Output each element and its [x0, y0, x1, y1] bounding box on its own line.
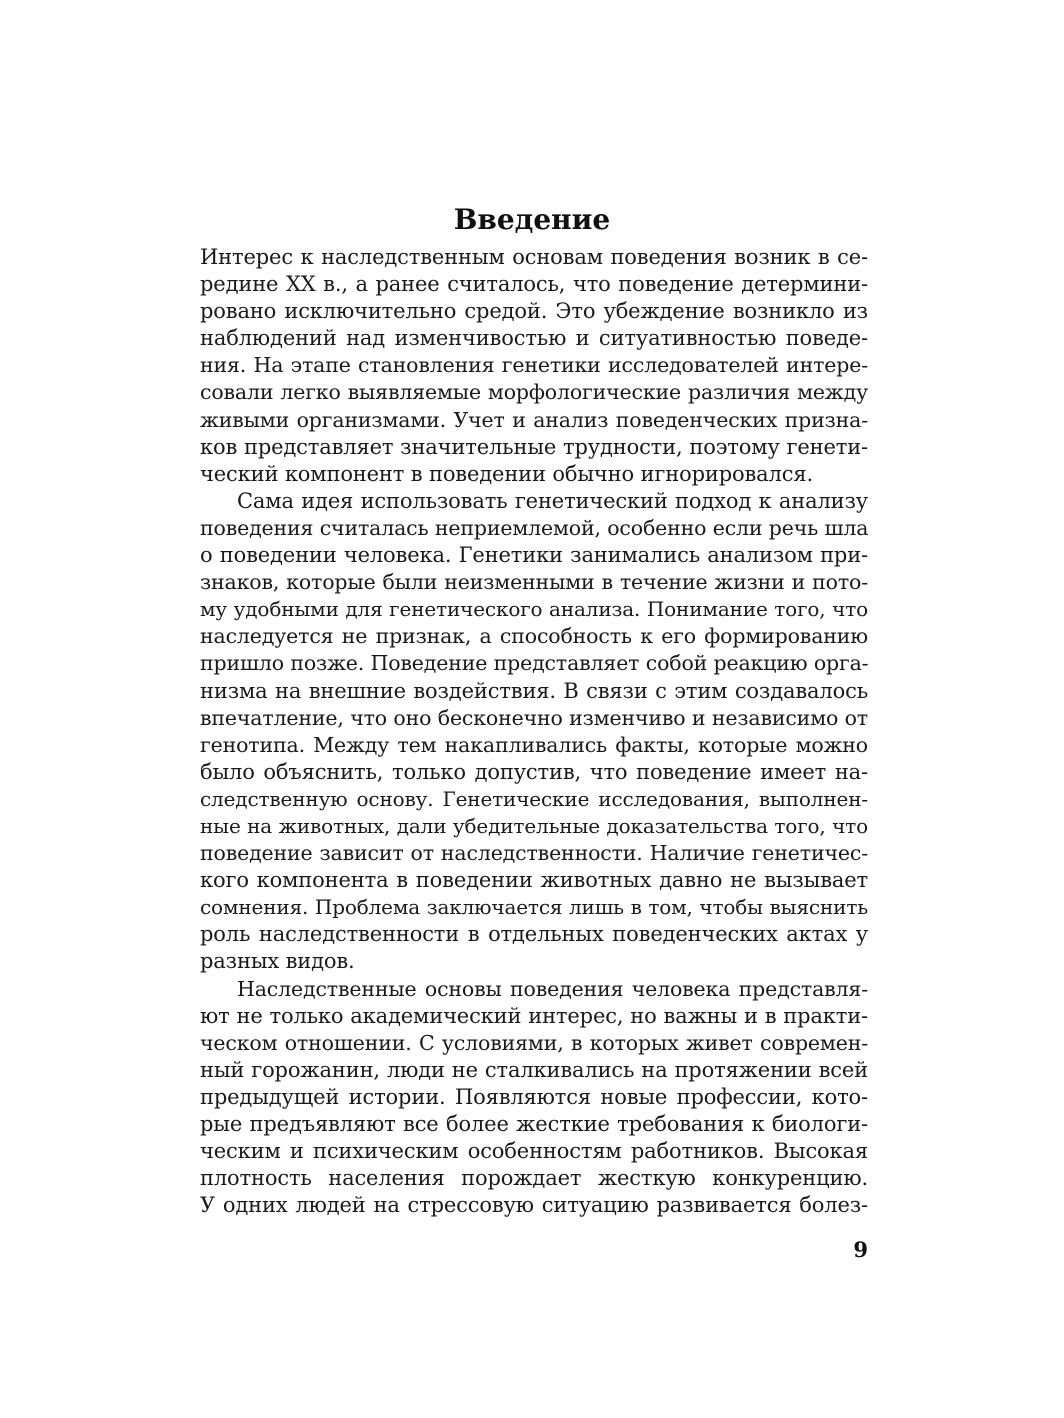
- text-line: плотность населения порождает жесткую конкуренцию.: [200, 1166, 868, 1191]
- text-line: впечатление, что оно бесконечно изменчиво и независимо от: [200, 705, 868, 730]
- text-line: о поведении человека. Генетики занимались анализом при-: [200, 543, 868, 568]
- text-line: живыми организмами. Учет и анализ поведенческих призна-: [200, 407, 868, 432]
- text-line: ния. На этапе становления генетики исследователей интере-: [200, 353, 868, 378]
- text-line: совали легко выявляемые морфологические различия между: [200, 380, 868, 405]
- text-line: ные на животных, дали убедительные доказательства того, что: [200, 813, 868, 838]
- text-line: ческом отношении. С условиями, в которых живет современ-: [200, 1030, 868, 1055]
- text-line: наблюдений над изменчивостью и ситуативностью поведе-: [200, 326, 868, 351]
- text-line: ческим и психическим особенностям работников. Высокая: [200, 1139, 868, 1164]
- text-line: пришло позже. Поведение представляет собой реакцию орга-: [200, 651, 869, 676]
- text-line: наследуется не признак, а способность к его формированию: [200, 624, 868, 649]
- text-line: кого компонента в поведении животных давно не вызывает: [200, 868, 868, 893]
- text-line: редине XX в., а ранее считалось, что поведение детермини-: [200, 272, 868, 297]
- text-line: рые предъявляют все более жесткие требования к биологи-: [200, 1112, 868, 1136]
- text-line: Наследственные основы поведения человека представля-: [237, 976, 868, 1001]
- text-line: сомнения. Проблема заключается лишь в том, чтобы выяснить: [200, 895, 868, 920]
- body-text: [200, 244, 868, 1219]
- text-line: знаков, которые были неизменными в течение жизни и пото-: [200, 570, 868, 595]
- text-line: ный горожанин, люди не сталкивались на протяжении всей: [200, 1057, 868, 1082]
- text-line: низма на внешние воздействия. В связи с этим создавалось: [200, 678, 868, 703]
- text-line: ческий компонент в поведении обычно игнорировался.: [200, 461, 813, 486]
- text-line: ровано исключительно средой. Это убеждение возникло из: [200, 299, 868, 324]
- text-line: ков представляет значительные трудности, поэтому генети-: [200, 434, 868, 459]
- text-line: му удобными для генетического анализа. Понимание того, что: [200, 597, 868, 622]
- text-line: Сама идея использовать генетический подход к анализу: [237, 488, 868, 513]
- chapter-title: Введение: [453, 203, 611, 236]
- text-line: Интерес к наследственным основам поведения возник в се-: [200, 245, 868, 269]
- paragraph-3: [200, 976, 868, 1220]
- text-line: генотипа. Между тем накапливались факты, которые можно: [200, 732, 868, 757]
- page-number: 9: [853, 1237, 868, 1262]
- text-line: поведение зависит от наследственности. Наличие генетичес-: [200, 841, 868, 866]
- text-line: роль наследственности в отдельных поведенческих актах у: [200, 922, 868, 947]
- text-line: У одних людей на стрессовую ситуацию развивается болез-: [200, 1193, 868, 1218]
- text-line: предыдущей истории. Появляются новые профессии, кото-: [200, 1084, 868, 1109]
- paragraph-1: [200, 244, 868, 488]
- text-line: поведения считалась неприемлемой, особенно если речь шла: [200, 515, 869, 540]
- text-line: ют не только академический интерес, но важны и в практи-: [200, 1003, 868, 1028]
- text-line: следственную основу. Генетические исследования, выполнен-: [200, 786, 868, 811]
- paragraph-2: [200, 488, 868, 976]
- text-line: разных видов.: [200, 949, 355, 974]
- text-line: было объяснить, только допустив, что поведение имеет на-: [200, 759, 868, 784]
